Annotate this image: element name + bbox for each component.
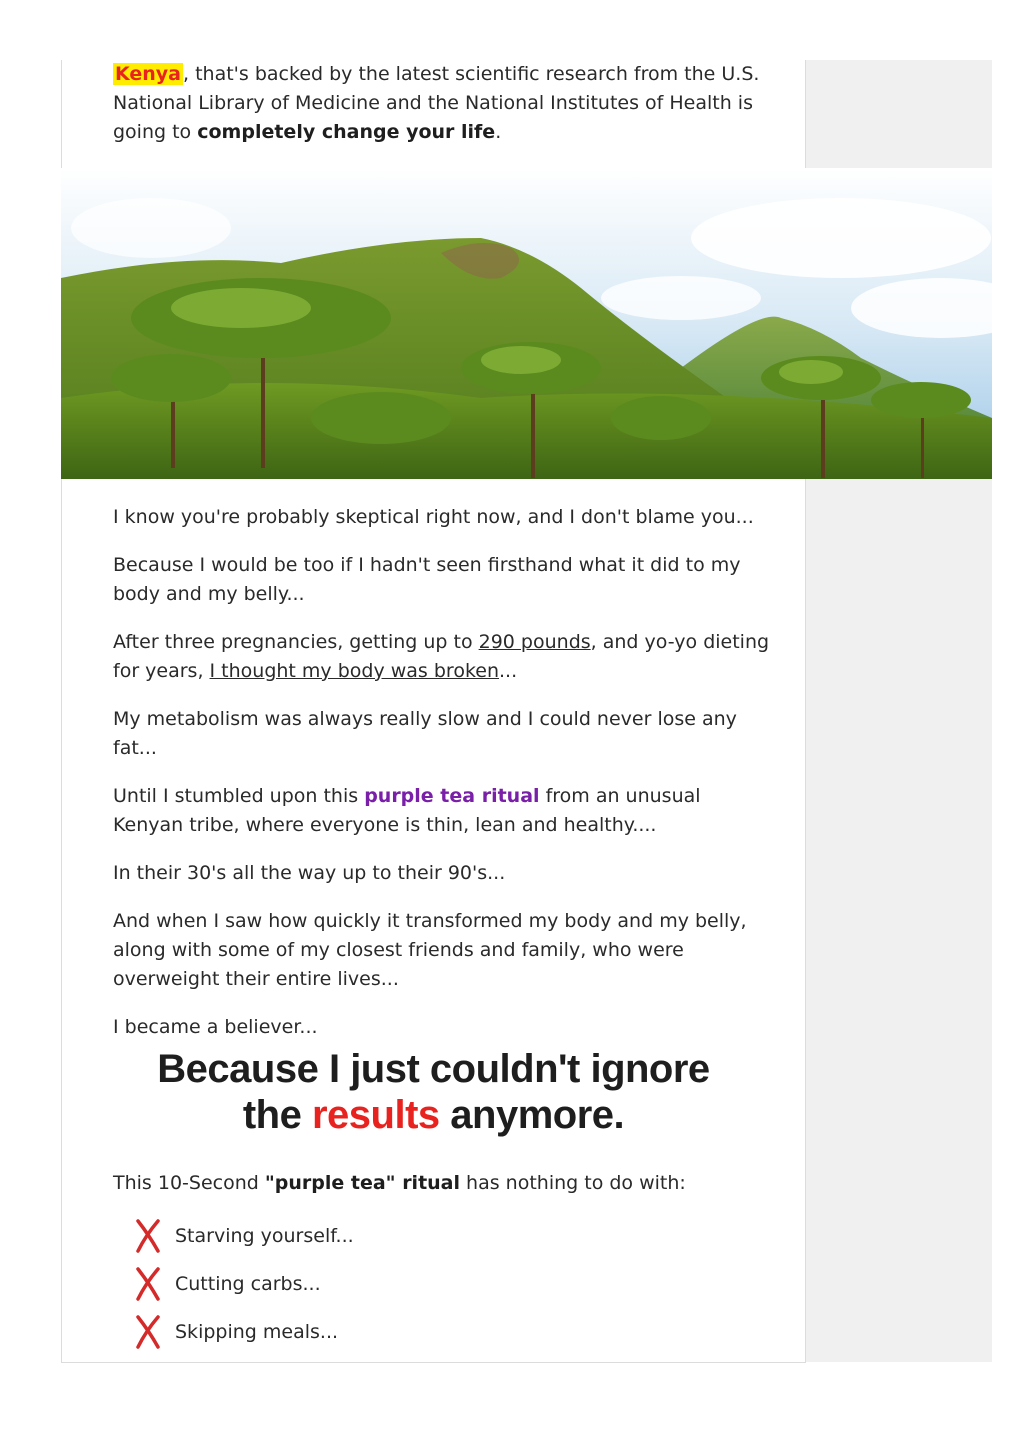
headline: Because I just couldn't ignore the results anymore. xyxy=(157,1047,710,1137)
underlined-290-pounds: 290 pounds xyxy=(478,631,591,653)
not-required-list xyxy=(133,1212,733,1356)
paragraph: After three pregnancies, getting up to 290 pounds, and yo-yo dieting for years, I thought my body was broken... xyxy=(113,631,770,682)
paragraph: In their 30's all the way up to their 90's... xyxy=(113,862,506,884)
red-x-icon xyxy=(133,1313,163,1351)
paragraph: Because I would be too if I hadn't seen firsthand what it did to my body and my belly... xyxy=(113,554,741,605)
intro-paragraph: Kenya , that's backed by the latest scientific research from the U.S. National Library of Medicine and the National Institutes of Health is going to completely change your life. xyxy=(113,63,760,143)
paragraph: My metabolism was always really slow and I could never lose any fat... xyxy=(113,708,737,759)
list-item: Skipping meals... xyxy=(133,1308,733,1356)
kenya-highlight: Kenya xyxy=(115,63,182,85)
underlined-body-broken: I thought my body was broken xyxy=(209,660,500,682)
intro-bold: completely change your life xyxy=(197,121,496,143)
paragraph: Until I stumbled upon this purple tea ritual from an unusual Kenyan tribe, where everyone is thin, lean and healthy.... xyxy=(113,785,701,836)
list-item: Starving yourself... xyxy=(133,1212,733,1260)
paragraph: I know you're probably skeptical right now, and I don't blame you... xyxy=(113,506,754,528)
red-x-icon xyxy=(133,1217,163,1255)
purple-tea-ritual-text: purple tea ritual xyxy=(364,785,540,807)
headline-accent: results xyxy=(311,1093,440,1137)
story-body xyxy=(113,503,773,1061)
list-lead-in: This 10-Second "purple tea" ritual has nothing to do with: xyxy=(113,1172,686,1194)
lead-bold: "purple tea" ritual xyxy=(264,1172,461,1194)
list-item: Cutting carbs... xyxy=(133,1260,733,1308)
kenyan-savanna-mountains-image xyxy=(61,168,992,479)
paragraph: And when I saw how quickly it transformed my body and my belly, along with some of my closest friends and family, who were overweight their entire lives... xyxy=(113,910,747,990)
paragraph: I became a believer... xyxy=(113,1016,318,1038)
red-x-icon xyxy=(133,1265,163,1303)
